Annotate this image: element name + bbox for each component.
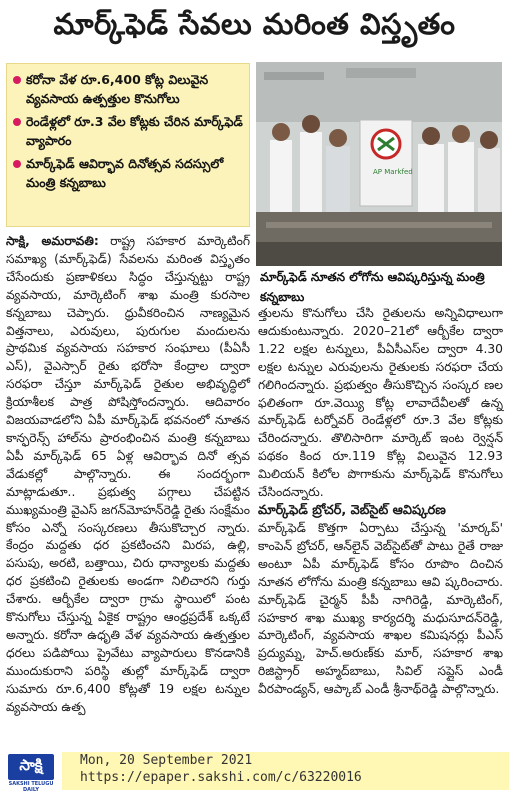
article-column-left: [6, 233, 250, 716]
highlight-text: మార్క్‌ఫెడ్ ఆవిర్భావ దినోత్సవ సదస్సులో మంత్రి కన్నబాబు: [26, 156, 224, 190]
highlights-box: [6, 63, 250, 227]
highlight-item: [13, 154, 243, 192]
article-column-right: [258, 305, 503, 699]
highlight-text: కరోనా వేళ రూ.6,400 కోట్ల విలువైన వ్యవసాయ ఉత్పత్తుల కొనుగోలు: [26, 72, 209, 106]
highlight-item: [13, 112, 243, 150]
bullet-icon: [13, 118, 21, 126]
bullet-icon: [13, 76, 21, 84]
logo-mark: సాక్షి: [8, 754, 54, 780]
subheading: మార్క్‌ఫెడ్ బ్రోచర్, వెబ్‌సైట్ ఆవిష్కరణ: [258, 502, 446, 518]
footer-url[interactable]: https://epaper.sakshi.com/c/63220016: [80, 770, 362, 785]
photo-caption: మార్క్‌ఫెడ్ నూతన లోగోను ఆవిష్కరిస్తున్న మంత్రి కన్నబాబు: [260, 270, 485, 304]
paragraph: [6, 233, 250, 716]
highlight-item: [13, 70, 243, 108]
banner-text: AP Markfed: [373, 168, 413, 176]
dateline: సాక్షి, అమరావతి:: [6, 234, 99, 248]
headline: మార్క్‌ఫెడ్ సేవలు మరింత విస్తృతం: [53, 7, 456, 41]
highlight-text: రెండేళ్లలో రూ.3 వేల కోట్లకు చేరిన మార్క్‌ఫెడ్ వ్యాపారం: [26, 114, 243, 148]
body-text: రాష్ట్ర సహకార మార్కెటింగ్ సమాఖ్య (మార్క్‌ఫెడ్) సేవలను మరింత విస్తృతం చేసేందుకు ప్రణాళికలు సిద్ధం చేస్తున్నట్టు రాష్ట్ర వ్యవసాయ, మార్కెటింగ్ శాఖ మంత్రి కురసాల కన్నబాబు చెప్పారు. ధ్రువీకరించిన నాణ్యమైన విత్తనాలు, ఎరువులు, పురుగుల మందులను ప్రాథమిక వ్యవసాయ సహకార సంఘాలు (పీఏసీ ఎస్), వైఎస్సార్ రైతు భరోసా కేంద్రాల ద్వారా సరఫరా చేస్తూ మార్క్‌ఫెడ్ రైతుల అభివృద్ధిలో క్రియాశీలక పాత్ర పోషిస్తోందన్నారు. ఆదివారం విజయవాడలోని ఏపీ మార్క్‌ఫెడ్ భవనంలో నూతన కాన్ఫరెన్స్ హాల్‌ను ప్రారంభించిన మంత్రి కన్నబాబు ఏపీ మార్క్‌ఫెడ్ 65 ఏళ్ల ఆవిర్భావ దినో త్సవ వేడుకల్లో పాల్గొన్నారు. ఈ సందర్భంగా మాట్లాడుతూ.. ప్రభుత్వ పగ్గాలు చేపట్టిన ముఖ్యమంత్రి వైఎస్ జగన్‌మోహన్‌రెడ్డి రైతు సంక్షేమం కోసం ఎన్నో సంస్కరణలు తీసుకొచ్చార న్నారు. కేంద్రం మద్దతు ధర ప్రకటించని మిరప, ఉల్లి, పసుపు, అరటి, బత్తాయి, చిరు ధాన్యాలకు మద్దతు ధర ప్రకటించి రైతులకు అండగా నిలిచారని గుర్తు చేశారు. ఆర్బీకేల ద్వారా గ్రామ స్థాయిలో పంట కొనుగోలు చేస్తున్న ఏకైక రాష్ట్రం ఆంధ్రప్రదేశ్ ఒక్కటే అన్నారు. కరోనా ఉధృతి వేళ వ్యవసాయ ఉత్పత్తుల ధరలు పడిపోయి ప్రైవేటు వ్యాపారులు కొనడానికి ముందుకురాని పరిస్థి తుల్లో మార్క్‌ఫెడ్ ద్వారా సుమారు రూ.6,400 కోట్లతో 19 లక్షల టన్నుల వ్యవసాయ ఉత్ప: [6, 234, 250, 714]
sakshi-logo: [0, 752, 62, 793]
bullet-icon: [13, 160, 21, 168]
body-text: మార్క్‌ఫెడ్ కొత్తగా ఏర్పాటు చేస్తున్న 'మార్కప్' కాంపెన్ బ్రోచర్, ఆన్‌లైన్ వెబ్‌సైట్‌తో పాటు రైతే రాజు అంటూ ఏపీ మార్క్‌ఫెడ్ కోసం రూపొం దించిన నూతన లోగోను మంత్రి కన్నబాబు ఆవి ష్కరించారు. మార్క్‌ఫెడ్ చైర్మన్ పీపీ నాగిరెడ్డి, మార్కెటింగ్, సహకార శాఖ ముఖ్య కార్యదర్శి మధుసూదన్‌రెడ్డి, మార్కెటింగ్, వ్యవసాయ శాఖల కమిషనర్లు పీఎస్ ప్రద్యుమ్న, హెచ్.అరుణ్‌కు మార్, సహకార శాఖ రిజిస్ట్రార్ అహ్మద్‌బాబు, సివిల్ సప్లైస్ ఎండీ వీరపాండ్యన్, ఆప్కాబ్ ఎండీ శ్రీనాథ్‌రెడ్డి పాల్గొన్నారు.: [258, 520, 503, 697]
footer-date: Mon, 20 September 2021: [80, 753, 253, 768]
event-photo: [256, 62, 502, 266]
logo-subtitle: SAKSHI TELUGU DAILY: [8, 781, 54, 793]
body-text: త్తులను కొనుగోలు చేసి రైతులను అన్నివిధాలుగా ఆదుకుంటున్నారు. 2020–21లో ఆర్బీకేల ద్వారా 1.22 లక్షల టన్నులు, పీఏసీఎస్‌ల ద్వారా 4.30 లక్షల టన్నుల ఎరువులను రైతులకు సరఫరా చేయ గలిగిందన్నారు. ప్రభుత్వం తీసుకొచ్చిన సంస్కర ణల ఫలితంగా రూ.వెయ్యి కోట్ల లావాదేవీలతో ఉన్న మార్క్‌ఫెడ్ టర్నోవర్ రెండేళ్లలో రూ.3 వేల కోట్లకు చేరిందన్నారు. తొలిసారిగా మార్కెట్ ఇంట ర్వెన్షన్ పథకం కింద రూ.119 కోట్ల విలువైన 12.93 మిలియన్ కిలోల పొగాకును మార్క్‌ఫెడ్ కొనుగోలు చేసిందన్నారు.: [258, 306, 503, 500]
